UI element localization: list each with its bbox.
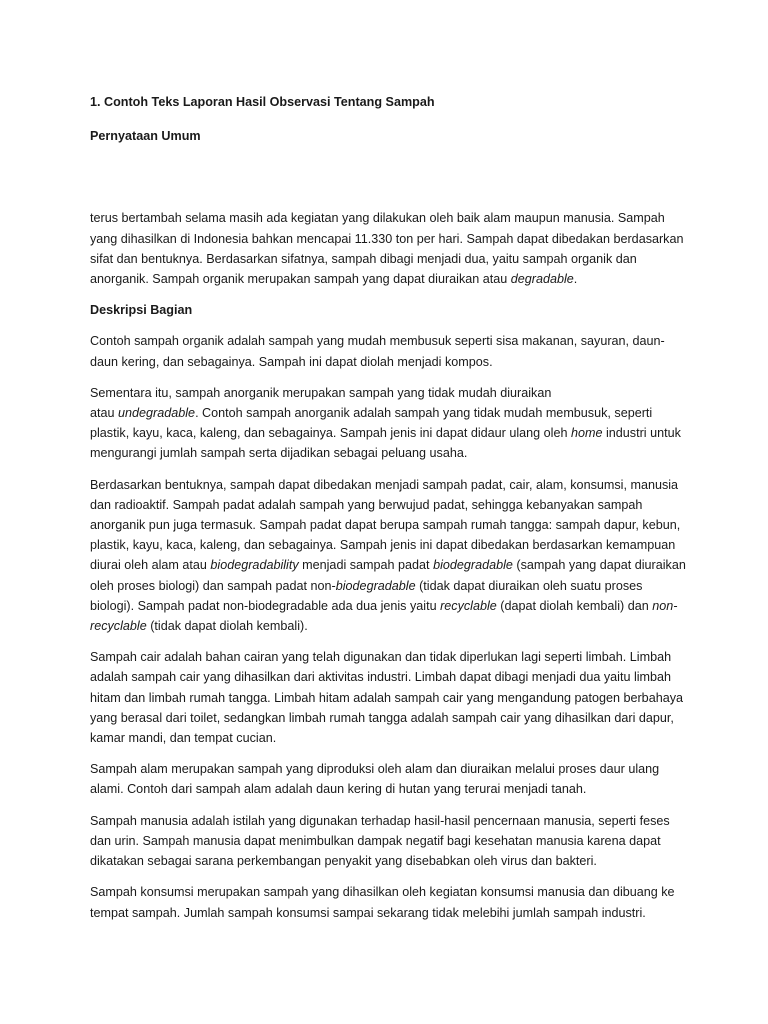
- text-run: (sampah yang dapat diuraikan oleh proses biologi) dan sampah padat non-: [90, 558, 686, 593]
- paragraph-general-statement: [90, 208, 686, 289]
- text-run: Berdasarkan bentuknya, sampah dapat dibedakan menjadi sampah padat, cair, alam, konsumsi, manusia dan radioaktif. Sampah padat adalah sampah yang berwujud padat, sehingga kebanyakan sampah anorganik pun juga termasuk. Sampah padat dapat berupa sampah rumah tangga: sampah dapur, kebun, plastik, kayu, kaca, kaleng, dan sebagainya. Sampah jenis ini dapat dibedakan berdasarkan kemampuan diurai oleh alam atau: [90, 477, 681, 573]
- section-heading-description: Deskripsi Bagian: [90, 303, 193, 318]
- italic-term: biodegradable: [433, 558, 513, 573]
- paragraph-organic: [90, 331, 686, 371]
- text-run: atau: [90, 406, 119, 421]
- text-run: (tidak dapat diuraikan oleh suatu proses biologi). Sampah padat non-biodegradable ada dua jenis yaitu: [90, 578, 643, 613]
- document-page: [90, 92, 686, 934]
- italic-term: undegradable: [118, 406, 196, 421]
- text-run: terus bertambah selama masih ada kegiatan yang dilakukan oleh baik alam maupun manusia. Sampah yang dihasilkan di Indonesia bahkan mencapai 11.330 ton per hari. Sampah dapat dibedakan berdasarkan sifat dan bentuknya. Berdasarkan sifatnya, sampah dibagi menjadi dua, yaitu sampah organik dan anorganik. Sampah organik merupakan sampah yang dapat diuraikan atau: [90, 211, 684, 287]
- paragraph-human-waste: [90, 811, 686, 872]
- text-run: Sampah manusia adalah istilah yang digunakan terhadap hasil-hasil pencernaan manusia, seperti feses dan urin. Sampah manusia dapat menimbulkan dampak negatif bagi kesehatan manusia karena dapat dikatakan sebagai sarana perkembangan penyakit yang disebabkan oleh virus dan bakteri.: [90, 813, 670, 869]
- italic-term: degradable: [510, 272, 574, 287]
- italic-term: biodegradable: [335, 578, 416, 593]
- paragraph-liquid-waste: [90, 647, 686, 748]
- paragraph-inorganic: [90, 383, 686, 464]
- italic-term: recyclable: [440, 598, 497, 613]
- italic-term: non-recyclable: [90, 598, 678, 634]
- paragraph-natural-waste: [90, 759, 686, 799]
- paragraph-consumption-waste: [90, 882, 686, 922]
- text-run: Sampah konsumsi merupakan sampah yang dihasilkan oleh kegiatan konsumsi manusia dan dibuang ke tempat sampah. Jumlah sampah konsumsi sampai sekarang tidak melebihi jumlah sampah industri.: [90, 885, 675, 920]
- text-run: .: [573, 272, 578, 287]
- document-title: 1. Contoh Teks Laporan Hasil Observasi Tentang Sampah: [90, 95, 435, 109]
- text-run: . Contoh sampah anorganik adalah sampah yang tidak mudah membusuk, seperti plastik, kayu, kaca, kaleng, dan sebagainya. Sampah jenis ini dapat didaur ulang oleh: [90, 406, 653, 441]
- section-heading-general-statement: Pernyataan Umum: [90, 129, 201, 144]
- text-run: menjadi sampah padat: [298, 558, 434, 573]
- text-run: Sampah alam merupakan sampah yang diproduksi oleh alam dan diuraikan melalui proses daur ulang alami. Contoh dari sampah alam adalah daun kering di hutan yang terurai menjadi tanah.: [90, 762, 660, 797]
- paragraph-solid-waste: [90, 475, 686, 637]
- text-run: (dapat diolah kembali) dan: [496, 598, 653, 613]
- text-run: (tidak dapat diolah kembali).: [146, 619, 308, 634]
- italic-term: biodegradability: [210, 558, 299, 573]
- text-run: Sampah cair adalah bahan cairan yang telah digunakan dan tidak diperlukan lagi seperti limbah. Limbah adalah sampah cair yang dihasilkan dari aktivitas industri. Limbah dapat dibagi menjadi dua yaitu limbah hitam dan limbah rumah tangga. Limbah hitam adalah sampah cair yang mengandung patogen berbahaya yang berasal dari toilet, sedangkan limbah rumah tangga adalah sampah cair yang dihasilkan dari dapur, kamar mandi, dan tempat cucian.: [90, 650, 684, 746]
- text-run: industri untuk mengurangi jumlah sampah serta dijadikan sebagai peluang usaha.: [90, 426, 681, 461]
- italic-term: home: [570, 426, 603, 441]
- text-run: Sementara itu, sampah anorganik merupakan sampah yang tidak mudah diuraikan: [90, 385, 552, 400]
- blank-gap: [90, 157, 686, 208]
- text-run: Contoh sampah organik adalah sampah yang mudah membusuk seperti sisa makanan, sayuran, daun-daun kering, dan sebagainya. Sampah ini dapat diolah menjadi kompos.: [90, 334, 665, 369]
